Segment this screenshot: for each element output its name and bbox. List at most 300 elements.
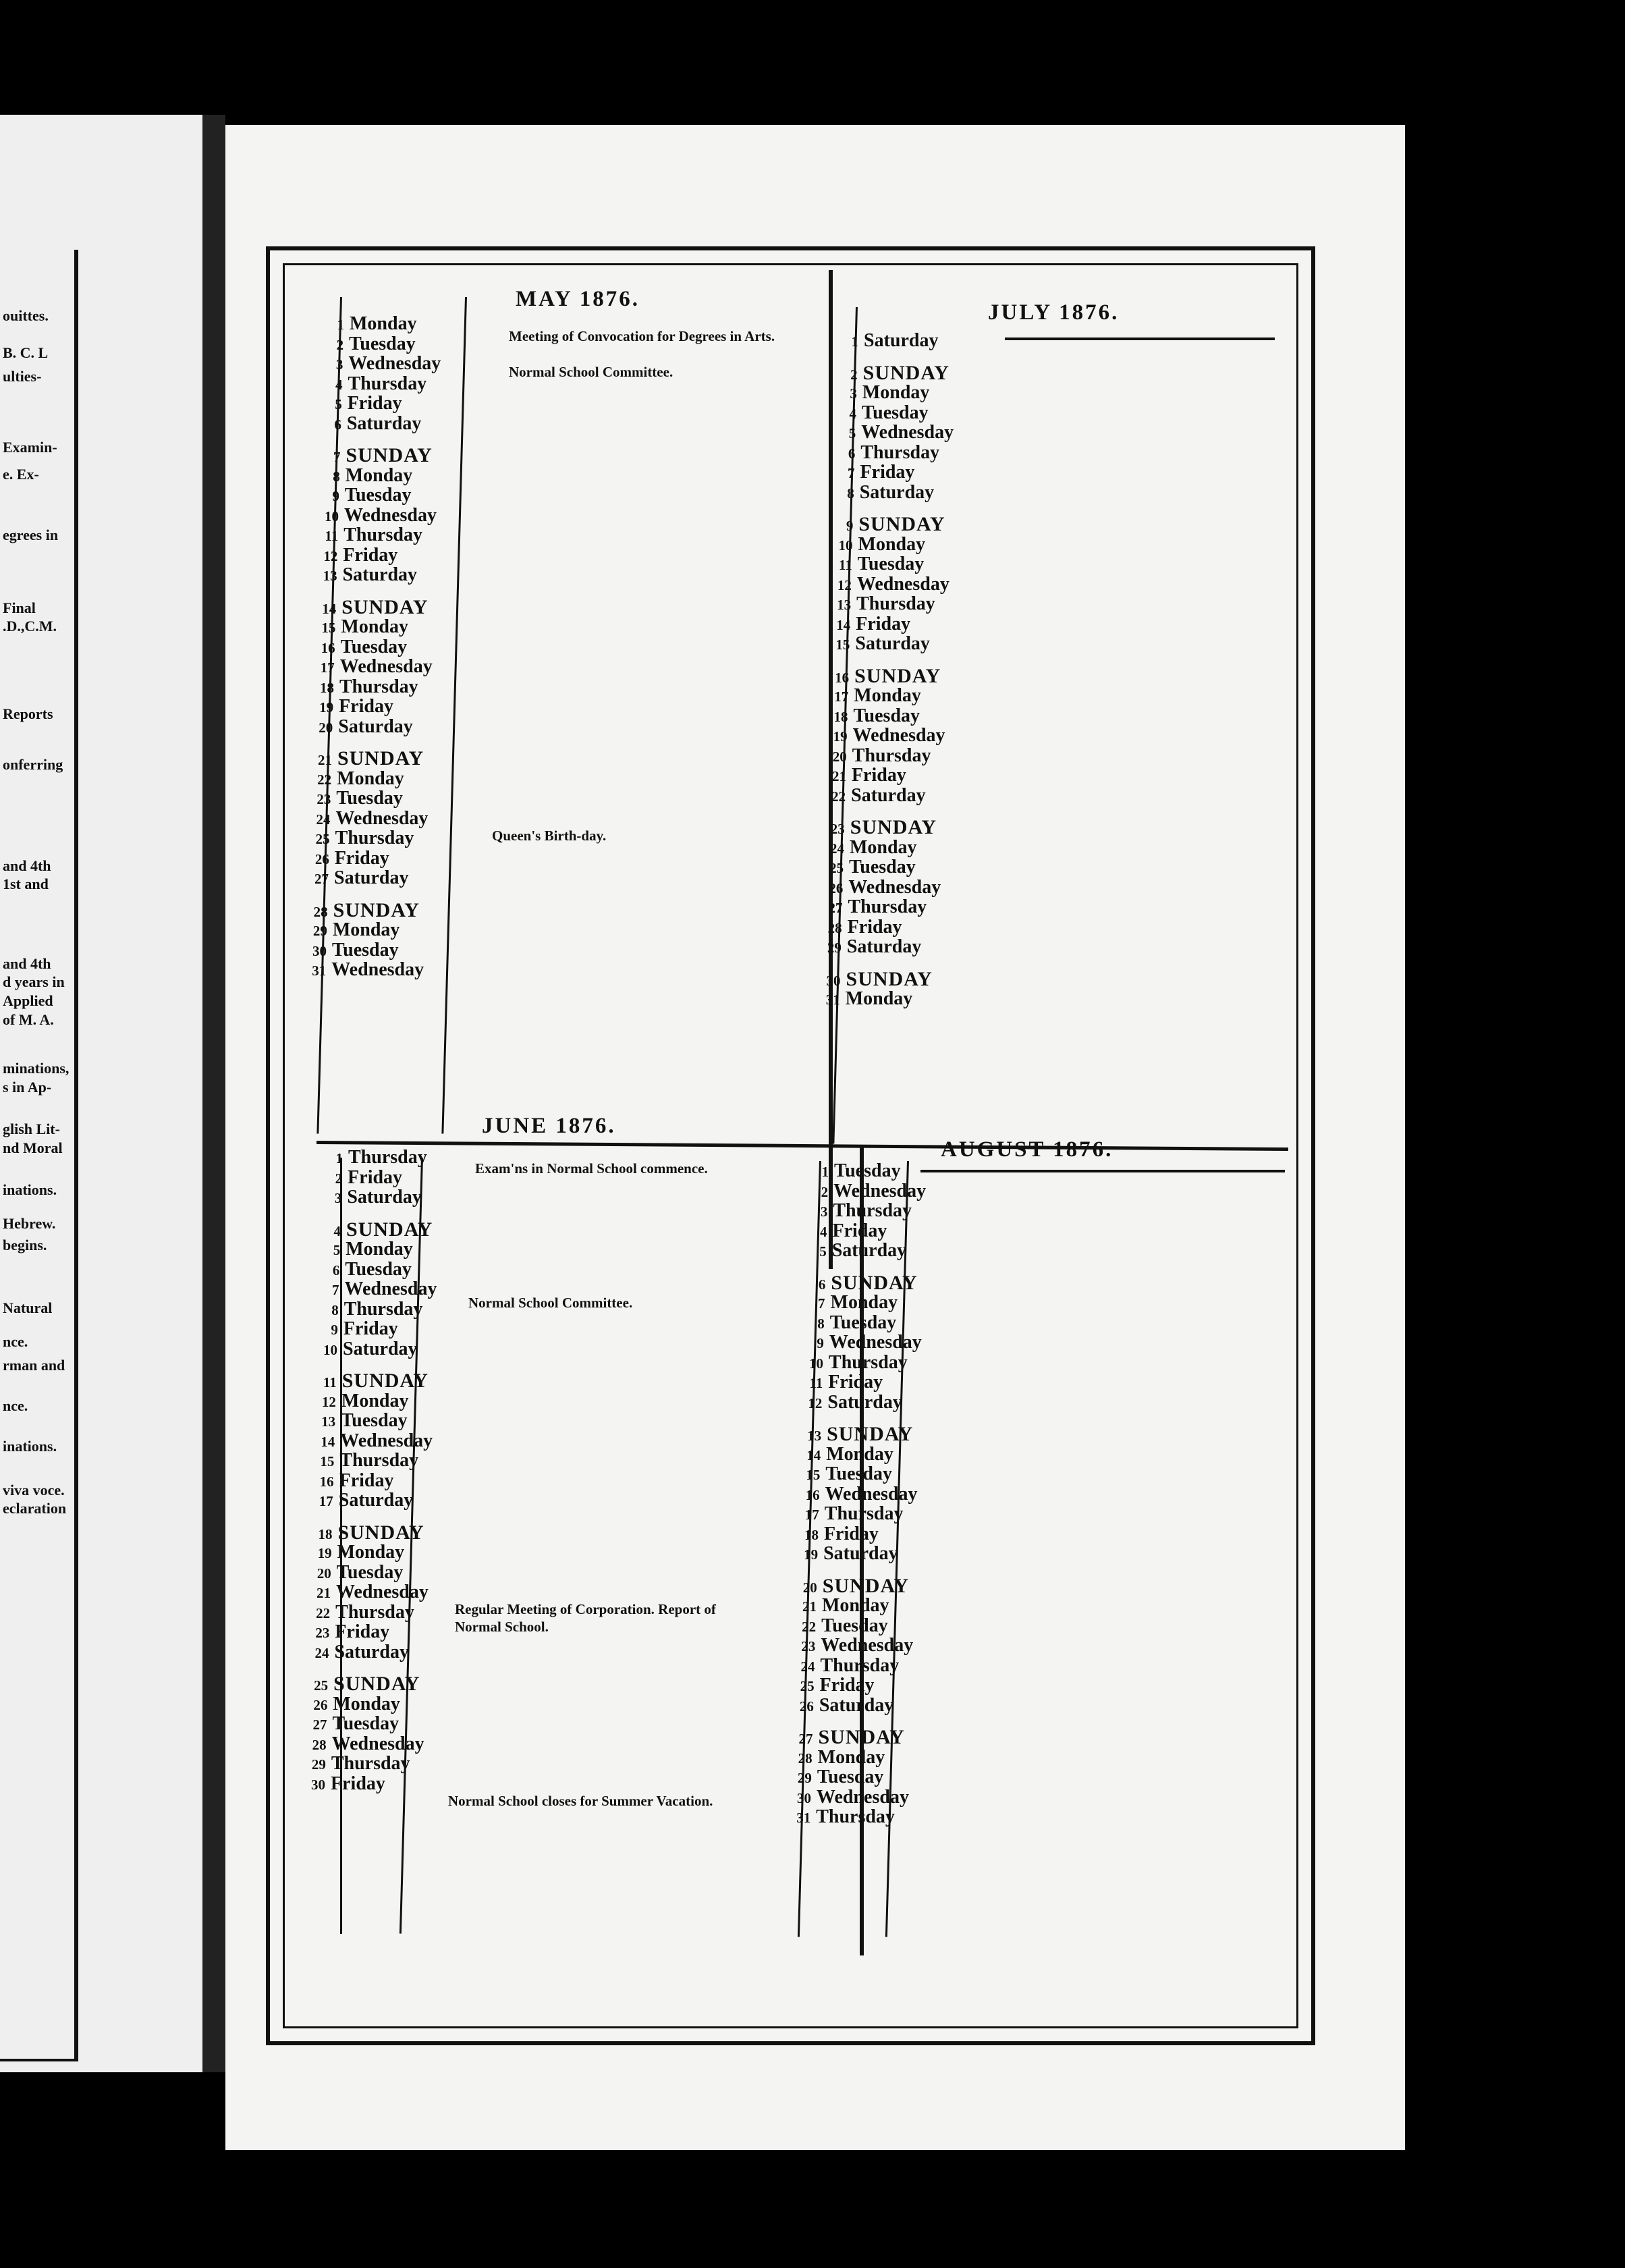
day-name: Tuesday: [857, 554, 925, 574]
day-name: Thursday: [335, 1601, 414, 1623]
day-name: Monday: [337, 1542, 405, 1563]
day-number: 21: [317, 752, 332, 768]
day-name: Monday: [332, 919, 400, 940]
day-name: Friday: [339, 696, 393, 717]
may-day-row: [310, 717, 412, 737]
august-day-row: [804, 1221, 887, 1241]
day-number: 11: [323, 1374, 337, 1390]
day-number: 27: [828, 900, 843, 916]
day-number: 20: [319, 719, 333, 736]
day-number: 19: [804, 1546, 819, 1563]
day-number: 18: [804, 1526, 819, 1543]
day-number: 28: [313, 903, 328, 920]
day-name: SUNDAY: [333, 1673, 420, 1695]
may-day-row: [319, 414, 421, 434]
day-number: 3: [820, 1204, 828, 1220]
day-name: Saturday: [859, 481, 935, 503]
day-number: 18: [318, 1526, 333, 1542]
june-day-row: [314, 1339, 417, 1359]
day-name: SUNDAY: [854, 664, 941, 687]
august-day-row: [792, 1636, 913, 1656]
day-name: SUNDAY: [822, 1574, 910, 1597]
august-day-row: [800, 1353, 908, 1373]
day-name: Wednesday: [335, 807, 429, 829]
day-number: 3: [850, 385, 857, 402]
july-day-row: [825, 726, 945, 746]
day-name: Friday: [348, 1166, 403, 1188]
day-number: 22: [317, 771, 332, 788]
day-number: 7: [818, 1295, 825, 1312]
june-day-row: [312, 1411, 408, 1431]
left-page-text-fragment: .D.,C.M.: [3, 618, 57, 634]
july-day-row: [827, 634, 929, 654]
day-number: 25: [829, 860, 844, 876]
august-day-row: [794, 1576, 909, 1596]
calendar-page: [225, 125, 1405, 2150]
day-name: Friday: [860, 462, 915, 483]
july-day-row: [819, 937, 921, 957]
may-day-row: [317, 466, 413, 486]
june-day-row: [304, 1734, 424, 1754]
june-day-row: [305, 1674, 420, 1694]
august-title-rule: [920, 1170, 1285, 1172]
day-number: 30: [312, 942, 327, 959]
june-day-row: [317, 1239, 413, 1260]
day-name: Monday: [817, 1746, 885, 1768]
day-number: 10: [325, 508, 339, 524]
august-day-row: [796, 1504, 904, 1524]
day-number: 21: [831, 768, 846, 784]
day-name: Saturday: [346, 412, 422, 434]
august-day-row: [789, 1767, 884, 1787]
may-day-row: [319, 394, 402, 414]
may-day-row: [303, 960, 424, 980]
day-number: 7: [848, 465, 855, 481]
day-name: Monday: [346, 1239, 413, 1260]
day-name: Thursday: [348, 373, 427, 394]
day-name: Saturday: [827, 1391, 902, 1413]
june-day-row: [304, 1694, 400, 1714]
day-name: Wednesday: [339, 656, 433, 677]
left-page-text-fragment: nce.: [3, 1333, 28, 1350]
july-day-row: [833, 423, 954, 443]
august-day-row: [799, 1393, 902, 1413]
left-page-text-fragment: of M. A.: [3, 1011, 54, 1028]
left-page-text-fragment: minations,: [3, 1060, 70, 1077]
day-name: Thursday: [856, 593, 935, 614]
left-page-text-fragment: B. C. L: [3, 344, 49, 361]
day-name: Friday: [851, 765, 906, 786]
july-day-row: [823, 765, 906, 786]
day-name: SUNDAY: [346, 444, 433, 466]
day-number: 16: [805, 1486, 820, 1503]
day-name: Saturday: [347, 1187, 422, 1208]
day-number: 29: [311, 1756, 326, 1773]
may-day-row: [304, 920, 400, 940]
day-name: Saturday: [338, 1490, 414, 1511]
day-name: Monday: [849, 836, 917, 858]
may-day-row: [312, 617, 408, 637]
may-day-row: [314, 545, 397, 566]
day-number: 25: [800, 1678, 815, 1694]
day-number: 25: [315, 831, 330, 847]
july-day-row: [822, 817, 937, 838]
day-name: Wednesday: [344, 1278, 437, 1299]
day-number: 15: [320, 1453, 335, 1469]
left-page-text-fragment: ulties-: [3, 368, 42, 385]
june-day-row: [309, 1542, 405, 1563]
day-name: Monday: [826, 1443, 893, 1465]
day-name: Tuesday: [336, 1561, 404, 1583]
day-name: Saturday: [831, 1240, 907, 1261]
left-page-text-fragment: glish Lit-: [3, 1120, 60, 1137]
day-name: Friday: [828, 1372, 883, 1393]
may-day-row: [312, 637, 408, 657]
july-day-row: [828, 594, 935, 614]
left-page-text-fragment: inations.: [3, 1438, 57, 1455]
day-name: Friday: [331, 1773, 385, 1794]
day-name: Tuesday: [336, 788, 403, 809]
day-name: SUNDAY: [862, 361, 949, 384]
may-day-row: [306, 868, 408, 888]
day-number: 6: [334, 416, 341, 433]
day-number: 22: [831, 788, 846, 805]
may-day-row: [310, 697, 393, 717]
day-number: 1: [335, 1150, 343, 1166]
day-number: 16: [319, 1473, 334, 1490]
day-name: Wednesday: [833, 1180, 927, 1202]
day-name: SUNDAY: [846, 967, 933, 990]
day-name: Tuesday: [829, 1312, 897, 1333]
day-name: Saturday: [823, 1543, 898, 1564]
day-name: Friday: [343, 1318, 398, 1339]
day-name: Monday: [862, 382, 930, 403]
day-number: 23: [830, 821, 845, 837]
day-name: Friday: [847, 916, 902, 938]
day-number: 17: [804, 1507, 819, 1523]
day-number: 13: [321, 1413, 336, 1430]
day-name: SUNDAY: [341, 1370, 429, 1392]
day-name: Tuesday: [344, 485, 412, 506]
day-number: 11: [838, 557, 852, 573]
day-number: 3: [335, 356, 343, 373]
day-name: Thursday: [816, 1806, 895, 1827]
day-number: 21: [802, 1598, 817, 1615]
day-number: 6: [332, 1262, 340, 1278]
july-day-row: [821, 857, 916, 878]
day-name: Friday: [339, 1469, 394, 1491]
august-day-row: [794, 1596, 889, 1616]
day-name: Wednesday: [861, 422, 954, 443]
left-page-text-fragment: eclaration: [3, 1500, 67, 1517]
day-name: Monday: [345, 464, 413, 486]
day-name: Thursday: [339, 1450, 419, 1471]
day-number: 5: [333, 1242, 341, 1258]
day-number: 1: [337, 317, 344, 333]
day-number: 18: [833, 708, 848, 725]
may-day-row: [305, 900, 420, 921]
july-day-row: [826, 666, 941, 686]
july-day-row: [832, 462, 915, 483]
june-day-row: [320, 1148, 427, 1168]
day-name: Monday: [821, 1595, 889, 1616]
july-day-row: [827, 614, 910, 634]
day-number: 9: [331, 1322, 338, 1338]
left-page-text-fragment: nd Moral: [3, 1139, 63, 1156]
may-day-row: [314, 565, 417, 585]
june-day-row: [303, 1754, 410, 1774]
day-number: 22: [316, 1604, 331, 1621]
day-number: 7: [332, 1282, 339, 1298]
day-name: Thursday: [820, 1654, 900, 1676]
day-number: 24: [829, 840, 844, 857]
day-number: 30: [826, 972, 841, 989]
day-name: Tuesday: [340, 636, 408, 657]
june-day-row: [318, 1220, 433, 1240]
day-number: 27: [312, 1717, 327, 1733]
august-day-row: [796, 1524, 879, 1544]
day-number: 17: [319, 1493, 333, 1509]
day-name: Wednesday: [344, 504, 437, 526]
day-name: Monday: [830, 1292, 898, 1313]
left-page-text-fragment: nce.: [3, 1397, 28, 1414]
day-name: Thursday: [335, 828, 414, 848]
day-number: 13: [807, 1428, 822, 1444]
day-name: Monday: [333, 1693, 400, 1714]
day-number: 4: [333, 1222, 341, 1239]
day-name: Tuesday: [825, 1463, 892, 1484]
may-day-row: [311, 677, 418, 697]
may-day-row: [307, 809, 428, 829]
left-page-text-fragment: Hebrew.: [3, 1215, 56, 1232]
day-name: Wednesday: [848, 876, 941, 898]
day-name: Saturday: [334, 1641, 409, 1663]
day-number: 31: [312, 963, 327, 979]
may-day-row: [306, 848, 389, 869]
day-name: Tuesday: [349, 333, 416, 354]
left-page-text-fragment: begins.: [3, 1237, 47, 1253]
july-day-row: [835, 363, 949, 383]
may-title: MAY 1876.: [516, 287, 640, 311]
day-number: 1: [821, 1164, 829, 1180]
day-name: Wednesday: [852, 725, 945, 746]
may-day-row: [315, 525, 422, 545]
june-day-row: [306, 1642, 408, 1663]
left-page-text-fragment: e. Ex-: [3, 466, 39, 483]
august-day-row: [804, 1201, 912, 1221]
day-number: 12: [837, 576, 852, 593]
day-name: Thursday: [848, 896, 927, 917]
day-name: Monday: [341, 616, 408, 637]
day-number: 20: [316, 1565, 331, 1582]
may-event-queens-birthday: Queen's Birth-day.: [492, 828, 607, 844]
day-name: Tuesday: [862, 402, 929, 423]
left-page-text-fragment: onferring: [3, 756, 63, 773]
day-name: Monday: [858, 533, 926, 555]
day-number: 13: [323, 568, 337, 584]
july-day-row: [824, 746, 931, 766]
day-name: Tuesday: [834, 1160, 901, 1181]
left-page-text-fragment: Reports: [3, 705, 53, 722]
left-page-text-fragment: and 4th: [3, 857, 51, 874]
day-name: SUNDAY: [337, 747, 424, 770]
left-page-text-fragment: d years in: [3, 973, 65, 990]
may-day-row: [321, 334, 416, 354]
may-day-row: [308, 769, 404, 789]
july-day-row: [821, 838, 917, 858]
day-name: Thursday: [339, 676, 418, 697]
day-name: Tuesday: [849, 857, 916, 878]
july-day-row: [832, 443, 939, 463]
day-number: 11: [809, 1375, 823, 1391]
june-day-row: [319, 1168, 402, 1188]
day-number: 23: [315, 1625, 330, 1641]
day-number: 29: [797, 1770, 812, 1786]
day-name: Wednesday: [340, 1430, 433, 1451]
day-number: 2: [336, 336, 344, 353]
day-name: Monday: [337, 767, 404, 789]
august-day-row: [795, 1544, 898, 1564]
day-name: Saturday: [846, 936, 922, 957]
may-day-row: [320, 354, 441, 374]
day-name: Wednesday: [856, 573, 949, 595]
day-name: Wednesday: [817, 1786, 909, 1808]
august-day-row: [800, 1372, 883, 1393]
day-number: 27: [798, 1731, 813, 1747]
day-number: 6: [818, 1276, 826, 1293]
august-day-row: [791, 1696, 893, 1716]
day-number: 20: [802, 1579, 817, 1596]
day-number: 5: [335, 396, 342, 412]
left-page-text-fragment: 1st and: [3, 875, 49, 892]
day-name: SUNDAY: [346, 1218, 433, 1241]
day-name: SUNDAY: [337, 1521, 424, 1544]
day-name: Wednesday: [331, 959, 424, 980]
day-name: Wednesday: [331, 1733, 424, 1754]
left-page-text-fragment: and 4th: [3, 955, 51, 972]
july-day-row: [817, 989, 913, 1009]
day-number: 30: [797, 1789, 812, 1806]
day-number: 30: [311, 1776, 326, 1793]
left-page-text-fragment: Examin-: [3, 439, 57, 456]
day-number: 7: [333, 449, 341, 465]
day-number: 16: [835, 669, 850, 686]
day-number: 13: [837, 597, 852, 613]
day-name: Saturday: [338, 716, 413, 737]
july-day-row: [834, 383, 930, 403]
may-day-row: [320, 374, 427, 394]
day-name: Tuesday: [332, 939, 399, 961]
day-name: Friday: [832, 1220, 887, 1241]
june-event-exams: Exam'ns in Normal School commence.: [475, 1160, 708, 1177]
book-spine: [202, 115, 225, 2072]
may-event-normal-committee: Normal School Committee.: [509, 364, 673, 380]
june-day-row: [310, 1490, 413, 1511]
may-day-row: [321, 314, 417, 334]
day-number: 1: [851, 333, 858, 350]
day-number: 26: [799, 1698, 814, 1714]
may-event-convocation: Meeting of Convocation for Degrees in Arts.: [509, 328, 775, 344]
day-name: Thursday: [824, 1503, 904, 1524]
day-number: 9: [332, 488, 339, 504]
june-day-row: [313, 1391, 409, 1411]
day-number: 14: [806, 1447, 821, 1463]
day-name: Wednesday: [348, 353, 441, 374]
day-number: 23: [801, 1638, 816, 1654]
day-name: Thursday: [331, 1753, 410, 1774]
day-number: 31: [796, 1810, 811, 1826]
day-name: Tuesday: [332, 1713, 400, 1734]
day-name: Saturday: [864, 330, 939, 351]
july-day-row: [820, 897, 927, 917]
day-number: 5: [848, 425, 856, 441]
day-number: 15: [321, 620, 336, 636]
day-number: 10: [809, 1355, 824, 1372]
day-name: Tuesday: [853, 705, 920, 726]
day-name: Thursday: [852, 745, 931, 766]
day-number: 29: [827, 940, 842, 956]
day-number: 19: [317, 1545, 332, 1561]
day-number: 8: [817, 1315, 825, 1332]
day-number: 28: [798, 1750, 812, 1766]
day-number: 21: [316, 1585, 331, 1601]
day-number: 11: [325, 528, 339, 544]
day-number: 31: [825, 992, 840, 1008]
day-name: Friday: [335, 1621, 390, 1642]
day-number: 2: [335, 1170, 343, 1187]
left-page-text-fragment: inations.: [3, 1181, 57, 1198]
august-day-row: [802, 1273, 917, 1293]
july-day-row: [825, 706, 920, 726]
may-day-row: [318, 446, 433, 466]
july-day-row: [830, 535, 926, 555]
june-day-row: [316, 1260, 412, 1280]
day-number: 12: [323, 547, 338, 564]
june-title: JUNE 1876.: [482, 1114, 616, 1138]
day-name: Saturday: [851, 784, 926, 806]
july-title: JULY 1876.: [988, 300, 1120, 325]
day-number: 10: [323, 1341, 338, 1358]
june-day-row: [308, 1582, 429, 1602]
august-day-row: [804, 1241, 906, 1261]
day-name: Saturday: [342, 564, 418, 585]
day-name: Monday: [854, 685, 921, 706]
july-day-row: [818, 969, 933, 990]
day-name: Saturday: [343, 1338, 418, 1359]
june-day-row: [312, 1431, 433, 1451]
august-day-row: [788, 1807, 895, 1827]
day-number: 15: [806, 1467, 821, 1483]
july-title-rule: [1005, 338, 1275, 340]
left-page-text-fragment: s in Ap-: [3, 1079, 52, 1096]
day-name: SUNDAY: [850, 816, 937, 838]
day-name: Wednesday: [825, 1483, 918, 1505]
july-day-row: [831, 483, 934, 503]
june-day-row: [315, 1319, 398, 1339]
june-event-corporation-meeting: Regular Meeting of Corporation. Report of Normal School.: [455, 1601, 716, 1635]
day-number: 26: [314, 850, 329, 867]
day-number: 24: [314, 1644, 329, 1661]
day-number: 28: [827, 919, 842, 936]
august-day-row: [798, 1444, 893, 1465]
day-number: 8: [333, 468, 340, 485]
august-title: AUGUST 1876.: [941, 1137, 1113, 1162]
day-number: 14: [321, 1433, 335, 1450]
day-number: 17: [320, 659, 335, 676]
day-name: Tuesday: [821, 1615, 888, 1636]
august-day-row: [805, 1181, 926, 1202]
may-day-row: [313, 597, 428, 618]
